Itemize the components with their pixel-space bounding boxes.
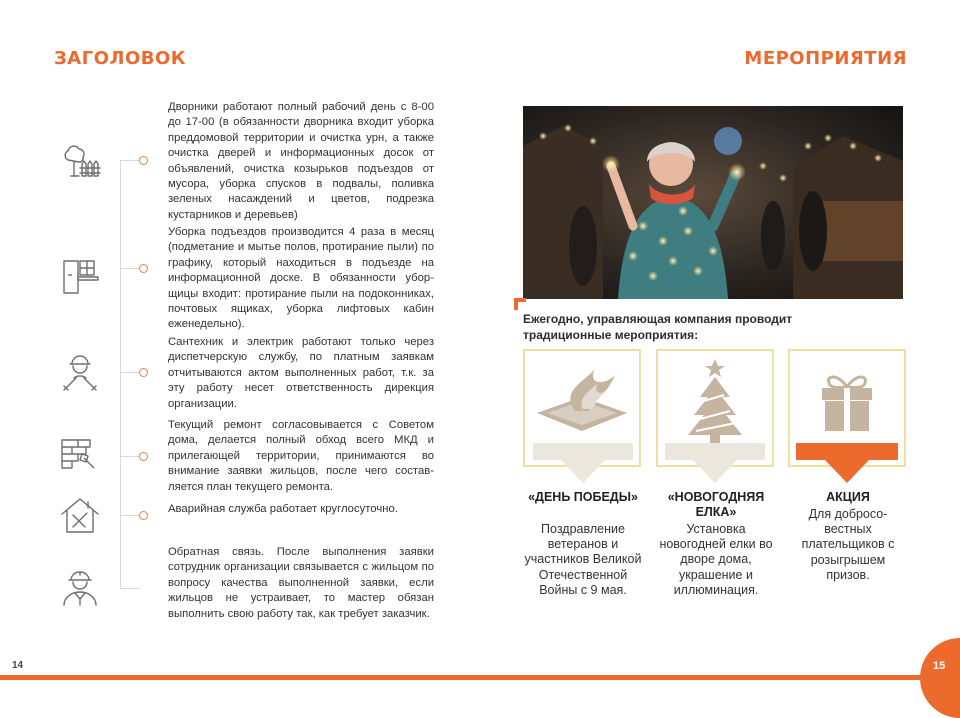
event-desc-victory-day: Поздравление ветеранов и участников Великой Отечественной Войны с 9 мая.	[524, 522, 642, 597]
event-band-victory-day	[533, 443, 633, 483]
event-title-promotion: АКЦИЯ	[826, 490, 870, 504]
paragraph-repair: Текущий ремонт согласовывается с Советом дома, делается полный обход всего МКД и прилегающей территории, принимаются во внимание заявки жильцов, после чего составляется план текущего ремонта.	[168, 419, 434, 493]
timeline-connector	[120, 515, 140, 516]
timeline-connector	[120, 372, 140, 373]
timeline-line	[120, 160, 121, 588]
house-tools-icon	[58, 494, 102, 538]
event-desc-new-year-tree: Установка новогодней елки во дворе дома, украшение и иллюминация.	[659, 522, 773, 597]
paragraph-feedback: Обратная связь. После выполнения заявки сотрудник организации связывается с жильцом по вопросу качества выполненной заявки, если жильцов не устраивает, то мастер обязан выполнить свою работу так, как требует заказчик.	[168, 546, 434, 620]
page-number-right: 15	[933, 660, 946, 672]
timeline-connector	[120, 160, 140, 161]
paragraph-emergency: Аварийная служба работает круглосуточно.	[168, 503, 398, 515]
timeline-dot	[139, 368, 148, 377]
right-page-title: МЕРОПРИЯТИЯ	[744, 48, 907, 69]
left-page-title: ЗАГОЛОВОК	[54, 48, 186, 69]
events-intro: Ежегодно, управляющая компания проводит традиционные мероприятия:	[523, 312, 793, 342]
paragraph-plumbers: Сантехник и электрик работают только через диспетчерскую службу, по платным заявкам отчитываются актом выполненных работ, т.к. за эту работу несет ответственность дирекция организации.	[168, 336, 434, 410]
timeline-dot	[139, 156, 148, 165]
timeline-dot	[139, 264, 148, 273]
timeline-dot	[139, 511, 148, 520]
timeline-dot	[139, 452, 148, 461]
bricks-trowel-icon	[58, 430, 102, 474]
timeline-connector	[120, 588, 140, 589]
paragraph-janitors: Дворники работают полный рабочий день с 8-00 до 17-00 (в обязанности дворника входит уборка преддомовой территории и очистка урн, а также очистка дверей и информационных досок от объявлений, очистка козырьков подъездов от мусора, уборка спусков в подвалы, поливка зеленых насаждений и цветов, подрезка кустарников и деревьев)	[168, 101, 434, 221]
paragraph-cleaning: Уборка подъездов производится 4 раза в месяц (подметание и мытье полов, протирание пыли) по графику, который находиться в подъезде на информационной доске. В обязанности уборщицы входит: протирание пыли на подоконниках, почтовых ящиках, уборка лифтовых кабин еженедельно).	[168, 226, 434, 331]
event-title-victory-day: «ДЕНЬ ПОБЕДЫ»	[528, 490, 638, 504]
door-window-icon	[58, 253, 102, 297]
timeline-connector	[120, 456, 140, 457]
event-band-new-year-tree	[665, 443, 765, 483]
event-title-new-year-tree: «НОВОГОДНЯЯ ЕЛКА»	[667, 490, 765, 519]
repairman-wrench-icon	[58, 350, 102, 394]
footer-bar	[0, 675, 960, 680]
timeline-connector	[120, 268, 140, 269]
accent-corner	[514, 298, 526, 310]
tree-fence-icon	[58, 138, 102, 182]
event-band-promotion	[796, 443, 898, 483]
worker-helmet-icon	[58, 565, 102, 609]
page-number-left: 14	[12, 660, 24, 671]
event-desc-promotion: Для добросовестных плательщиков с розыгрышем призов.	[801, 507, 895, 582]
christmas-market-photo	[523, 106, 903, 299]
